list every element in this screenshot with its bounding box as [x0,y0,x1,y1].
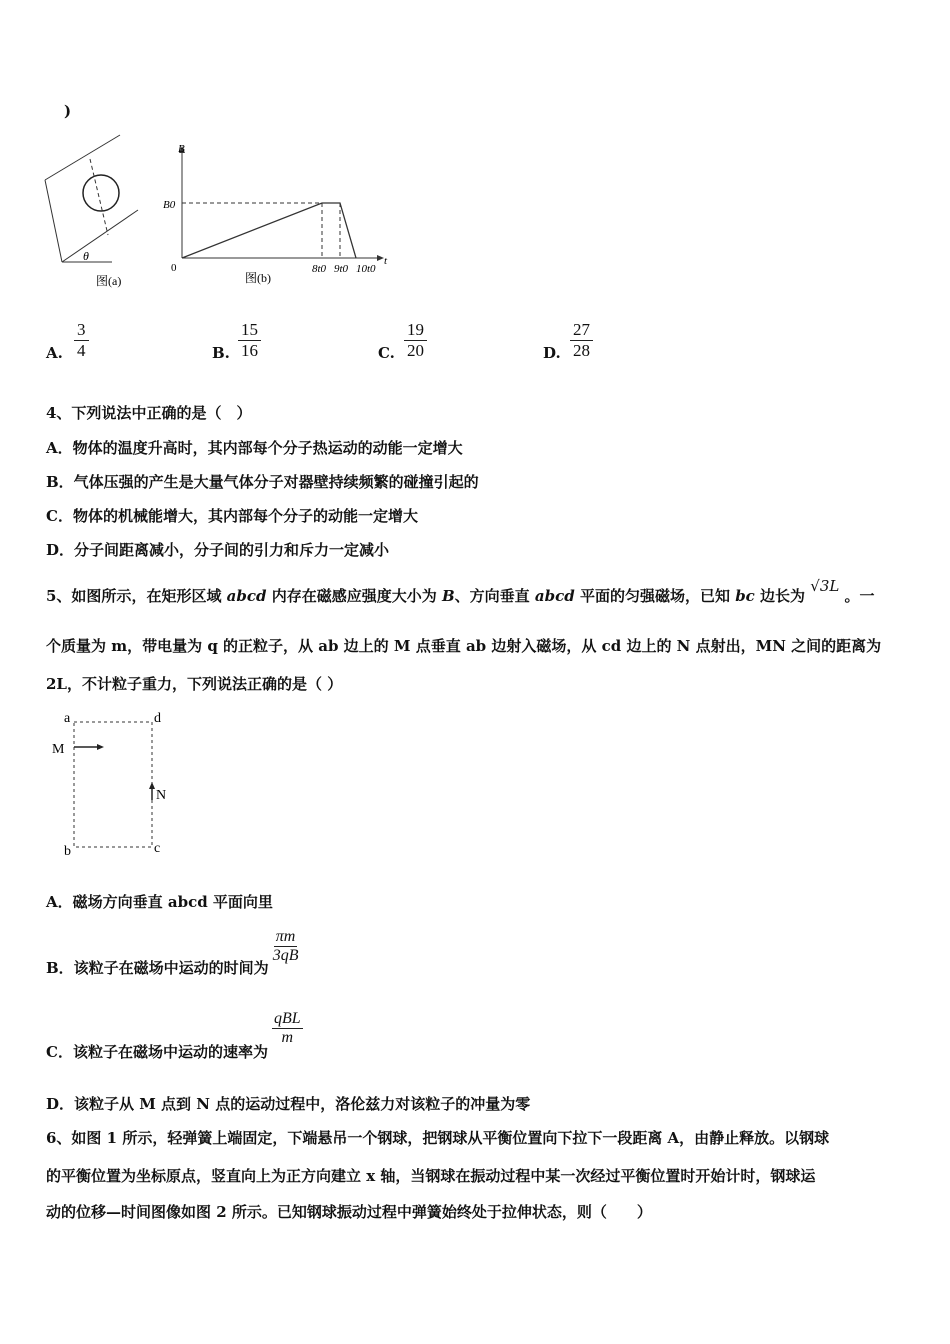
text: C．该粒子在磁场中运动的速率为 [46,1042,268,1061]
text: 、方向垂直 [454,587,535,605]
option-c-label[interactable]: C. [378,344,395,362]
b-t-line [182,203,356,258]
option-a-fraction [74,320,89,361]
text: abcd [534,587,575,605]
axis-x-label: t [384,255,388,267]
option-b-label[interactable]: B. [212,344,230,362]
figure-a [40,125,150,290]
text: abcd [226,587,267,605]
numerator: 27 [570,320,593,341]
text: 边长为 [754,587,811,605]
text: B [441,587,455,605]
q3-tail: ) [64,102,72,120]
label-b: b [64,844,71,859]
figure-b-chart [160,140,400,290]
label-n: N [156,788,167,803]
label-d: d [154,711,161,726]
numerator: 3 [74,320,89,341]
denominator: 3qB [272,947,299,964]
q5-stem-line2: 个质量为 m，带电量为 q 的正粒子，从 ab 边上的 M 点垂直 ab 边射入磁场，从 cd 边上的 N 点射出，MN 之间的距离为 [46,637,882,655]
fig-b-caption: 图(b) [245,271,271,285]
numerator: πm [275,928,296,945]
q4-option-b[interactable]: B．气体压强的产生是大量气体分子对器壁持续频繁的碰撞引起的 [46,473,479,491]
origin-label: 0 [171,262,177,274]
label-m: M [52,742,65,757]
q5-stem-line3: 2L，不计粒子重力，下列说法正确的是（ ） [46,675,343,693]
q4-option-a[interactable]: A．物体的温度升高时，其内部每个分子热运动的动能一定增大 [46,439,463,457]
tick-10t0: 10t0 [356,263,376,275]
q6-stem-line1: 6、如图 1 所示，轻弹簧上端固定，下端悬吊一个钢球，把钢球从平衡位置向下拉下一段距离 A，由静止释放。以钢球 [46,1129,830,1147]
denominator: m [281,1029,294,1046]
b0-label: B0 [163,199,176,211]
q5-option-a[interactable]: A．磁场方向垂直 abcd 平面向里 [46,893,273,911]
text: 5、如图所示，在矩形区域 [46,587,227,605]
text: 。一 [839,587,875,605]
option-a-label[interactable]: A. [46,344,63,362]
numerator: qBL [273,1010,301,1027]
time-formula [273,928,299,965]
denominator: 20 [407,341,424,360]
label-c: c [154,841,161,856]
q6-stem-line3: 动的位移—时间图像如图 2 所示。已知钢球振动过程中弹簧始终处于拉伸状态，则（ ） [46,1203,652,1221]
tick-9t0: 9t0 [334,263,349,275]
denominator: 4 [77,341,86,360]
numerator: 15 [238,320,261,341]
q4-option-d[interactable]: D．分子间距离减小，分子间的引力和斥力一定减小 [46,541,390,559]
speed-formula [272,1010,303,1047]
q5-option-c[interactable] [46,1010,303,1061]
option-d-label[interactable]: D. [543,344,561,362]
text: bc [735,587,755,605]
q4-stem: 4、下列说法中正确的是（ ） [46,404,252,422]
fig-a-caption: 图(a) [96,274,122,288]
text: B．该粒子在磁场中运动的时间为 [46,958,269,977]
option-c-fraction [404,320,427,361]
figure-rectangle-abcd [44,705,184,860]
axis-y-label: B [178,143,185,155]
sqrt3l-formula: √3L [810,577,840,595]
tick-8t0: 8t0 [312,263,327,275]
numerator: 19 [404,320,427,341]
option-b-fraction [238,320,261,361]
q4-option-c[interactable]: C．物体的机械能增大，其内部每个分子的动能一定增大 [46,507,418,525]
label-a: a [64,711,71,726]
q6-stem-line2: 的平衡位置为坐标原点，竖直向上为正方向建立 x 轴，当钢球在振动过程中某一次经过平衡位置时开始计时，钢球运 [46,1167,816,1185]
option-d-fraction [570,320,593,361]
theta-label: θ [83,249,89,263]
q5-option-b[interactable] [46,928,299,977]
q5-stem-line1 [46,577,875,606]
text: 平面的匀强磁场，已知 [574,587,736,605]
q5-option-d[interactable]: D．该粒子从 M 点到 N 点的运动过程中，洛伦兹力对该粒子的冲量为零 [46,1095,531,1113]
text: 内存在磁感应强度大小为 [266,587,442,605]
denominator: 28 [573,341,590,360]
denominator: 16 [241,341,258,360]
